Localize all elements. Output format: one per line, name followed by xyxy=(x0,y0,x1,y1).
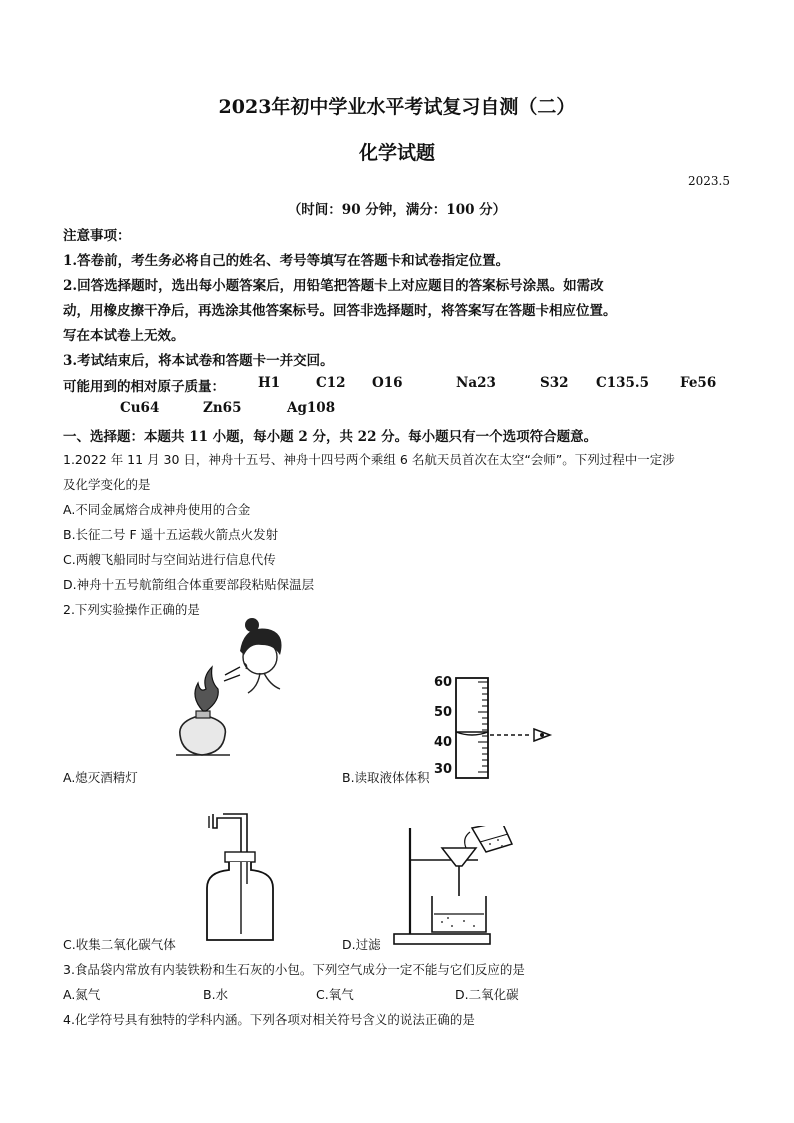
q2-option-b: B.读取液体体积 xyxy=(342,770,430,785)
q1-option-c: C.两艘飞船同时与空间站进行信息代传 xyxy=(63,552,276,567)
exam-title: 2023年初中学业水平考试复习自测（二） xyxy=(218,96,576,118)
q2-stem: 2.下列实验操作正确的是 xyxy=(63,602,200,617)
q1-option-a: A.不同金属熔合成神舟使用的合金 xyxy=(63,502,251,517)
atomic-mass-h: H1 xyxy=(258,375,281,391)
q3-option-c: C.氧气 xyxy=(316,987,354,1002)
cylinder-tick-50: 50 xyxy=(434,705,453,720)
q3-stem: 3.食品袋内常放有内装铁粉和生石灰的小包。下列空气成分一定不能与它们反应的是 xyxy=(63,962,525,977)
notes-item-2-line1: 2.回答选择题时，选出每小题答案后，用铅笔把答题卡上对应题目的答案标号涂黑。如需改 xyxy=(63,278,604,294)
atomic-mass-o: O16 xyxy=(372,375,403,391)
atomic-mass-s: S32 xyxy=(540,375,569,391)
subject-title: 化学试题 xyxy=(358,142,435,164)
q3-option-b: B.水 xyxy=(203,987,229,1002)
atomic-mass-cu: Cu64 xyxy=(120,400,160,416)
q2-option-a: A.熄灭酒精灯 xyxy=(63,770,138,785)
q1-option-d: D.神舟十五号航箭组合体重要部段粘贴保温层 xyxy=(63,577,315,592)
figure-filtration xyxy=(390,826,530,946)
notes-heading: 注意事项： xyxy=(63,228,131,244)
cylinder-tick-40: 40 xyxy=(434,735,453,750)
atomic-mass-fe: Fe56 xyxy=(680,375,717,391)
q3-option-a: A.氮气 xyxy=(63,987,101,1002)
q1-option-b: B.长征二号 F 遥十五运载火箭点火发射 xyxy=(63,527,279,542)
q2-option-c: C.收集二氧化碳气体 xyxy=(63,937,176,952)
q1-stem-line1: 1.2022 年 11 月 30 日，神舟十五号、神舟十四号两个乘组 6 名航天员首次在太空“会师”。下列过程中一定涉 xyxy=(63,452,675,467)
exam-date: 2023.5 xyxy=(688,174,730,188)
q3-option-d: D.二氧化碳 xyxy=(455,987,519,1002)
q4-stem: 4.化学符号具有独特的学科内涵。下列各项对相关符号含义的说法正确的是 xyxy=(63,1012,475,1027)
q2-option-d: D.过滤 xyxy=(342,937,381,952)
notes-item-2-line3: 写在本试卷上无效。 xyxy=(63,328,185,344)
atomic-mass-ag: Ag108 xyxy=(287,400,336,416)
atomic-mass-cl: C135.5 xyxy=(596,375,650,391)
notes-item-1: 1.答卷前，考生务必将自己的姓名、考号等填写在答题卡和试卷指定位置。 xyxy=(63,253,510,269)
atomic-mass-label: 可能用到的相对原子质量： xyxy=(63,379,225,395)
q1-stem-line2: 及化学变化的是 xyxy=(63,477,151,492)
time-info: （时间：90 分钟，满分：100 分） xyxy=(287,202,507,218)
figure-blow-lamp xyxy=(140,615,290,775)
section-heading: 一、选择题：本题共 11 小题，每小题 2 分，共 22 分。每小题只有一个选项符合题意。 xyxy=(63,429,598,445)
atomic-mass-c: C12 xyxy=(316,375,346,391)
notes-item-2-line2: 动，用橡皮擦干净后，再选涂其他答案标号。回答非选择题时，将答案写在答题卡相应位置。 xyxy=(63,303,617,319)
figure-gas-bottle xyxy=(195,812,285,944)
atomic-mass-na: Na23 xyxy=(456,375,496,391)
atomic-mass-zn: Zn65 xyxy=(203,400,242,416)
cylinder-tick-30: 30 xyxy=(434,762,453,777)
cylinder-tick-60: 60 xyxy=(434,675,453,690)
notes-item-3: 3.考试结束后，将本试卷和答题卡一并交回。 xyxy=(63,353,334,369)
